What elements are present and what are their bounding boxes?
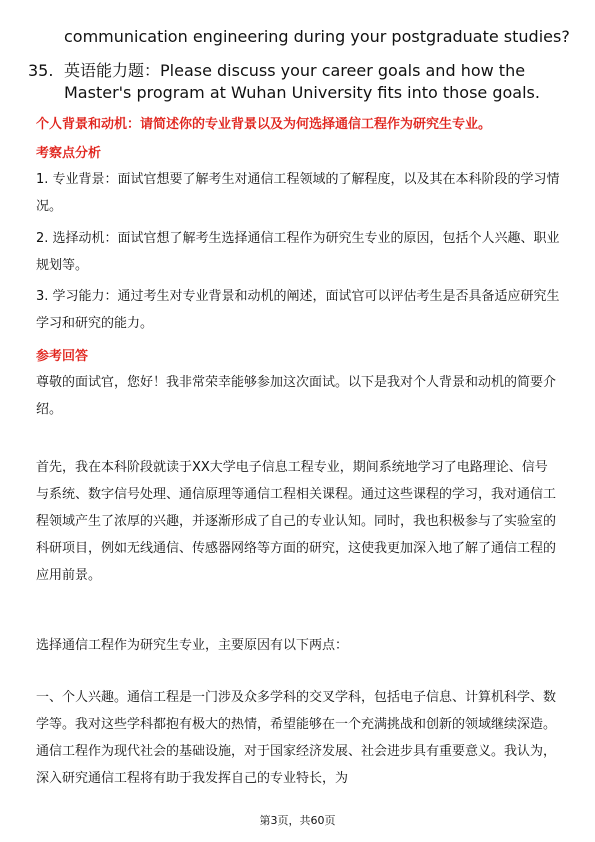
- question-text: 英语能力题：Please discuss your career goals and how the Master's program at Wuhan University fits into those goals.: [64, 61, 540, 102]
- analysis-item: 2. 选择动机：面试官想了解考生选择通信工程作为研究生专业的原因，包括个人兴趣、职业规划等。: [36, 231, 560, 273]
- answer-paragraph: 一、个人兴趣。通信工程是一门涉及众多学科的交叉学科，包括电子信息、计算机科学、数学等。我对这些学科都抱有极大的热情，希望能够在一个充满挑战和创新的领域继续深造。通信工程作为现代社会的基础设施，对于国家经济发展、社会进步具有重要意义。我认为，深入研究通信工程将有助于我发挥自己的专业特长，为: [36, 690, 557, 786]
- answer-heading: 参考回答: [36, 349, 89, 364]
- analysis-item: 3. 学习能力：通过考生对专业背景和动机的阐述，面试官可以评估考生是否具备适应研究生学习和研究的能力。: [36, 289, 560, 331]
- page-footer: 第3页，共60页: [259, 814, 336, 827]
- analysis-heading: 考察点分析: [36, 146, 102, 161]
- answer-paragraph: 首先，我在本科阶段就读于XX大学电子信息工程专业，期间系统地学习了电路理论、信号与系统、数字信号处理、通信原理等通信工程相关课程。通过这些课程的学习，我对通信工程领域产生了浓厚的兴趣，并逐渐形成了自己的专业认知。同时，我也积极参与了实验室的科研项目，例如无线通信、传感器网络等方面的研究，这使我更加深入地了解了通信工程的应用前景。: [36, 460, 557, 583]
- answer-paragraph: 尊敬的面试官，您好！我非常荣幸能够参加这次面试。以下是我对个人背景和动机的简要介绍。: [36, 375, 557, 417]
- analysis-item: 1. 专业背景：面试官想要了解考生对通信工程领域的了解程度，以及其在本科阶段的学习情况。: [36, 172, 560, 214]
- section-title: 个人背景和动机：请简述你的专业背景以及为何选择通信工程作为研究生专业。: [36, 117, 492, 132]
- answer-paragraph: 选择通信工程作为研究生专业，主要原因有以下两点：: [36, 638, 349, 653]
- question-continuation: communication engineering during your postgraduate studies?: [64, 27, 570, 46]
- question-number: 35.: [28, 61, 54, 80]
